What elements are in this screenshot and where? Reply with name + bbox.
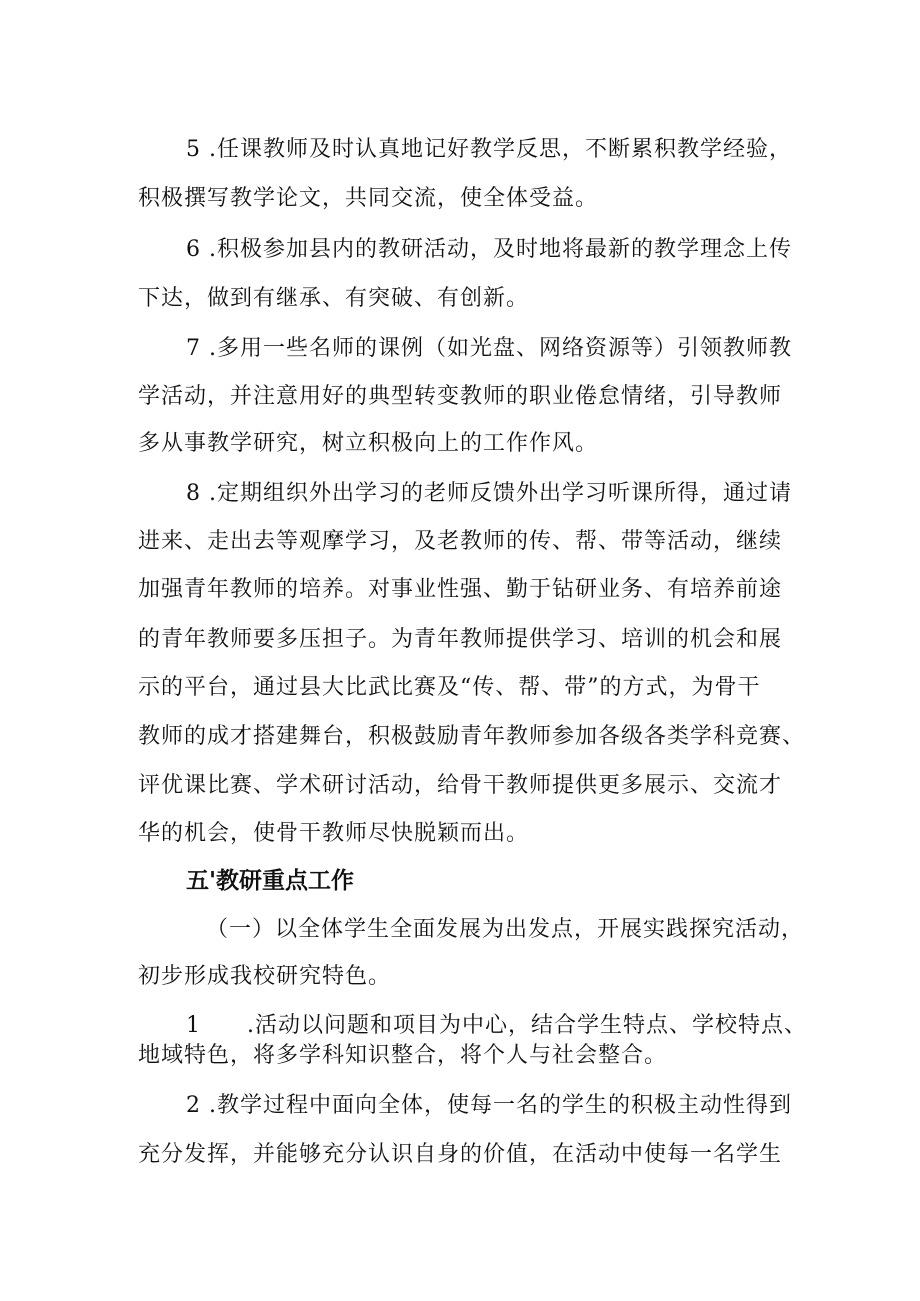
paragraph-line: （一）以全体学生全面发展为出发点，开展实践探究活动， [206,917,805,942]
paragraph-line: 多从事教学研究，树立积极向上的工作作风。 [138,431,599,456]
paragraph-line: 示的平台，通过县大比武比赛及“传、帮、带”的方式，为骨干 [138,675,761,700]
paragraph-line: 充分发挥，并能够充分认识自身的价值，在活动中使每一名学生 [138,1142,783,1167]
paragraph-line: 7 .多用一些名师的课例（如光盘、网络资源等）引领教师教 [186,336,792,361]
paragraph-line: 2 .教学过程中面向全体，使每一名的学生的积极主动性得到 [186,1093,792,1118]
paragraph-line: 8 .定期组织外出学习的老师反馈外出学习听课所得，通过请 [186,481,792,506]
paragraph-line: 5 .任课教师及时认真地记好教学反思，不断累积教学经验， [186,137,792,162]
paragraph-line: 1 .活动以问题和项目为中心，结合学生特点、学校特点、 [186,1013,807,1038]
section-heading: 五'教研重点工作 [186,868,355,894]
paragraph-line: 学活动，并注意用好的典型转变教师的职业倦怠情绪，引导教师 [138,384,783,409]
paragraph-line: 华的机会，使骨干教师尽快脱颖而出。 [138,821,530,846]
paragraph-line: 评优课比赛、学术研讨活动，给骨干教师提供更多展示、交流才 [138,773,783,798]
paragraph-line: 的青年教师要多压担子。为青年教师提供学习、培训的机会和展 [138,627,783,652]
paragraph-line: 进来、走出去等观摩学习，及老教师的传、帮、带等活动，继续 [138,529,783,554]
paragraph-line: 下达，做到有继承、有突破、有创新。 [138,286,530,311]
paragraph-line: 6 .积极参加县内的教研活动，及时地将最新的教学理念上传 [186,237,792,262]
paragraph-line: 初步形成我校研究特色。 [138,964,392,989]
paragraph-line: 积极撰写教学论文，共同交流，使全体受益。 [138,186,599,211]
paragraph-line: 加强青年教师的培养。对事业性强、勤于钻研业务、有培养前途 [138,577,783,602]
paragraph-line: 地域特色，将多学科知识整合，将个人与社会整合。 [138,1043,668,1068]
paragraph-line: 教师的成才搭建舞台，积极鼓励青年教师参加各级各类学科竞赛、 [138,724,806,749]
